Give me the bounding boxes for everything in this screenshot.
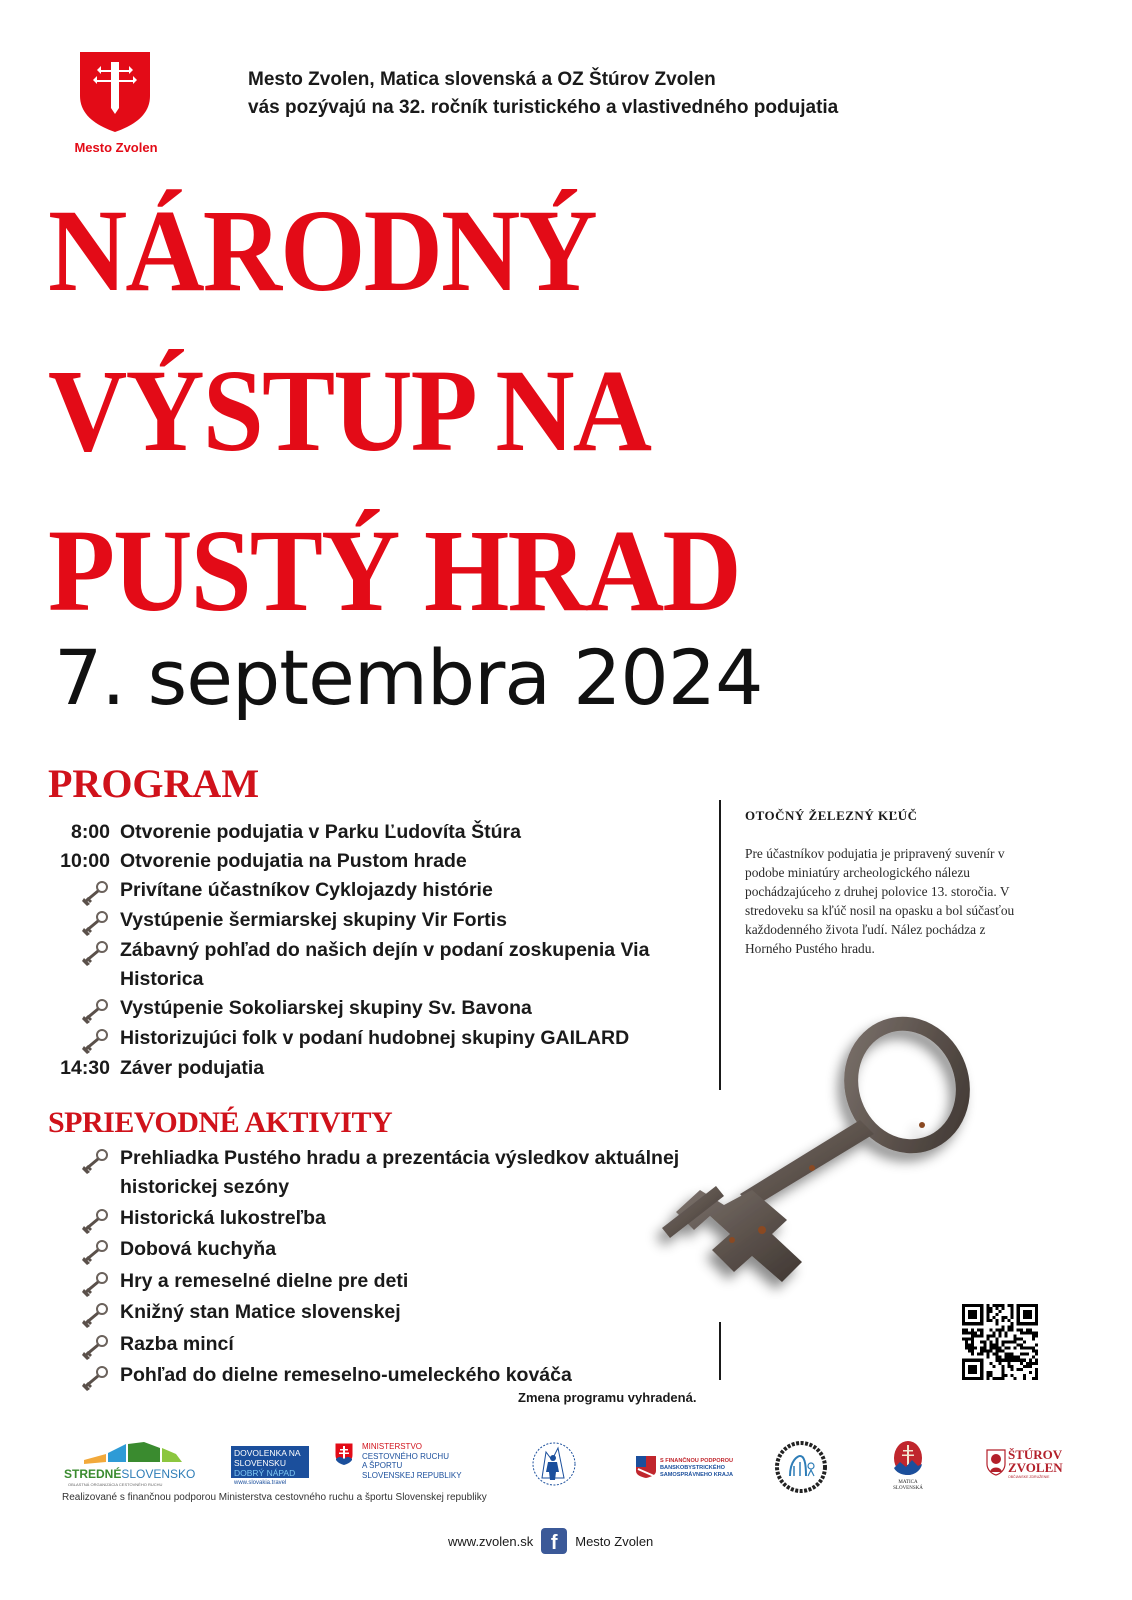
activities-list — [48, 1144, 688, 1393]
list-item — [48, 1144, 688, 1202]
stredne-slovensko-subtitle: OBLASTNÁ ORGANIZÁCIA CESTOVNÉHO RUCHU — [68, 1482, 163, 1487]
key-icon — [80, 1148, 110, 1174]
item-text: Záver podujatia — [120, 1057, 265, 1079]
invitation-line-1: Mesto Zvolen, Matica slovenská a OZ Štúrov Zvolen — [248, 69, 716, 90]
ministry-line-2: CESTOVNÉHO RUCHU — [362, 1451, 449, 1461]
list-item — [48, 1298, 688, 1328]
facebook-page-link[interactable]: Mesto Zvolen — [575, 1533, 654, 1549]
sturov-subtitle: OBČIANSKE ZDRUŽENIE — [1008, 1475, 1050, 1479]
list-item — [48, 818, 688, 847]
program-heading: PROGRAM — [48, 761, 260, 806]
sturov-zvolen-logo — [986, 1448, 1070, 1484]
item-bullet — [48, 1330, 120, 1360]
ministry-line-1: MINISTERSTVO — [362, 1442, 423, 1451]
item-text: Razba mincí — [120, 1332, 234, 1355]
matica-line-2: SLOVENSKÁ — [893, 1486, 923, 1491]
item-text: Pohľad do dielne remeselno-umeleckého kováča — [120, 1364, 572, 1386]
item-bullet — [48, 1361, 120, 1391]
key-icon — [80, 1365, 110, 1391]
invitation-text — [248, 66, 838, 122]
dovolenka-na-slovensku-logo — [231, 1446, 309, 1478]
sidebar-heading: OTOČNÝ ŽELEZNÝ KĽÚČ — [745, 808, 918, 823]
list-item — [48, 847, 688, 876]
list-item — [48, 906, 688, 936]
list-item — [48, 1361, 688, 1391]
item-time: 8:00 — [70, 821, 110, 843]
item-text: Dobová kuchyňa — [120, 1238, 277, 1260]
key-icon — [80, 1334, 110, 1360]
item-text: Historizujúci folk v podaní hudobnej skupiny GAILARD — [120, 1027, 630, 1049]
item-time: 10:00 — [60, 850, 110, 872]
archeological-institute-logo-icon — [770, 1440, 832, 1494]
bbsk-line-2: BANSKOBYSTRICKÉHO — [660, 1465, 725, 1471]
item-bullet — [48, 1144, 120, 1174]
item-text: Otvorenie podujatia v Parku Ľudovíta Štúra — [120, 821, 521, 843]
list-item — [48, 876, 688, 906]
item-bullet — [48, 936, 120, 966]
list-item — [48, 1054, 688, 1083]
list-item — [48, 1330, 688, 1360]
key-icon — [80, 1271, 110, 1297]
item-text: Historická lukostreľba — [120, 1206, 326, 1229]
item-text: Knižný stan Matice slovenskej — [120, 1301, 401, 1323]
title-line-1: NÁRODNÝ — [48, 185, 596, 316]
key-icon — [80, 1208, 110, 1234]
list-item — [48, 994, 688, 1024]
item-bullet — [48, 1024, 120, 1054]
slovakia-travel-url: www.slovakia.travel — [234, 1480, 287, 1486]
item-text: Hry a remeselné dielne pre deti — [120, 1269, 409, 1292]
key-icon — [80, 940, 110, 966]
title-line-2: VÝSTUP NA — [48, 345, 651, 476]
sturov-portrait-icon — [986, 1448, 1006, 1476]
item-bullet — [48, 1204, 120, 1234]
sturov-line-1: ŠTÚROV — [1008, 1447, 1063, 1462]
sturov-line-2: ZVOLEN — [1008, 1460, 1063, 1475]
list-item — [48, 936, 688, 994]
list-item — [48, 1204, 688, 1234]
bbsk-coat-of-arms-icon — [636, 1456, 656, 1478]
item-bullet — [48, 1298, 120, 1328]
key-icon — [80, 1028, 110, 1054]
program-list — [48, 818, 688, 1083]
activities-heading: SPRIEVODNÉ AKTIVITY — [48, 1106, 393, 1139]
stredne-slovensko-logo — [64, 1440, 196, 1492]
list-item — [48, 1267, 688, 1297]
slovak-shield-icon — [334, 1442, 354, 1466]
matica-emblem-icon — [888, 1440, 928, 1480]
ministry-logo — [334, 1442, 474, 1486]
item-bullet — [48, 906, 120, 936]
title-line-3: PUSTÝ HRAD — [48, 505, 740, 636]
key-icon — [80, 910, 110, 936]
item-text: Prehliadka Pustého hradu a prezentácia výsledkov aktuálnej historickej sezóny — [120, 1147, 680, 1198]
matica-line-1: MATICA — [898, 1480, 918, 1485]
key-icon — [80, 998, 110, 1024]
item-bullet — [48, 1235, 120, 1265]
ministry-line-4: SLOVENSKEJ REPUBLIKY — [362, 1470, 462, 1480]
hills-icon — [64, 1440, 184, 1466]
bbsk-logo — [636, 1456, 746, 1480]
item-text: Vystúpenie Sokoliarskej skupiny Sv. Bavona — [120, 997, 532, 1019]
item-bullet — [48, 876, 120, 906]
mesto-zvolen-crest-icon — [78, 50, 152, 134]
list-item — [48, 1024, 688, 1054]
dovolenka-line-1: DOVOLENKA NA — [234, 1448, 301, 1458]
item-text: Privítane účastníkov Cyklojazdy histórie — [120, 879, 493, 901]
footer — [448, 1528, 653, 1554]
item-time: 14:30 — [60, 1057, 110, 1079]
item-bullet — [48, 1267, 120, 1297]
stredne-word: STREDNÉ — [64, 1467, 122, 1481]
item-text: Vystúpenie šermiarskej skupiny Vir Fortis — [120, 909, 507, 931]
key-icon — [80, 1239, 110, 1265]
item-text: Otvorenie podujatia na Pustom hrade — [120, 850, 467, 872]
qr-code-icon[interactable] — [962, 1304, 1038, 1380]
iron-key-image — [612, 1000, 992, 1300]
key-icon — [80, 1302, 110, 1328]
crest-caption: Mesto Zvolen — [74, 140, 158, 155]
item-text: Zábavný pohľad do našich dejín v podaní zoskupenia Via Historica — [120, 939, 650, 990]
matica-slovenska-logo — [888, 1440, 928, 1492]
dovolenka-line-3: DOBRÝ NÁPAD — [234, 1468, 296, 1478]
facebook-icon[interactable]: f — [541, 1528, 567, 1554]
key-icon — [80, 880, 110, 906]
sidebar-body: Pre účastníkov podujatia je pripravený suvenír v podobe miniatúry archeologického nálezu pochádzajúceho z druhej polovice 13. storočia. V stredoveku sa kľúč nosil na opasku a bol súčasťou každodenného života ľudí. Nález pochádza z Horného Pustého hradu. — [745, 846, 1015, 956]
ministry-line-3: A ŠPORTU — [362, 1461, 403, 1470]
funding-support-text: Realizované s finančnou podporou Ministerstva cestovného ruchu a športu Slovenskej republiky — [62, 1492, 487, 1503]
invitation-line-2: vás pozývajú na 32. ročník turistického a vlastivedného podujatia — [248, 97, 839, 118]
bbsk-line-1: S FINANČNOU PODPOROU — [660, 1458, 734, 1464]
bbsk-line-3: SAMOSPRÁVNEHO KRAJA — [660, 1472, 734, 1478]
dovolenka-line-2: SLOVENSKU — [234, 1458, 286, 1468]
slovensko-word: SLOVENSKO — [121, 1467, 196, 1481]
tourist-club-logo-icon — [528, 1440, 580, 1490]
program-change-note: Zmena programu vyhradená. — [518, 1390, 697, 1405]
item-bullet — [48, 994, 120, 1024]
vertical-divider — [719, 1322, 721, 1380]
event-date: 7. septembra 2024 — [54, 633, 763, 722]
list-item — [48, 1235, 688, 1265]
website-link[interactable]: www.zvolen.sk — [448, 1533, 534, 1549]
